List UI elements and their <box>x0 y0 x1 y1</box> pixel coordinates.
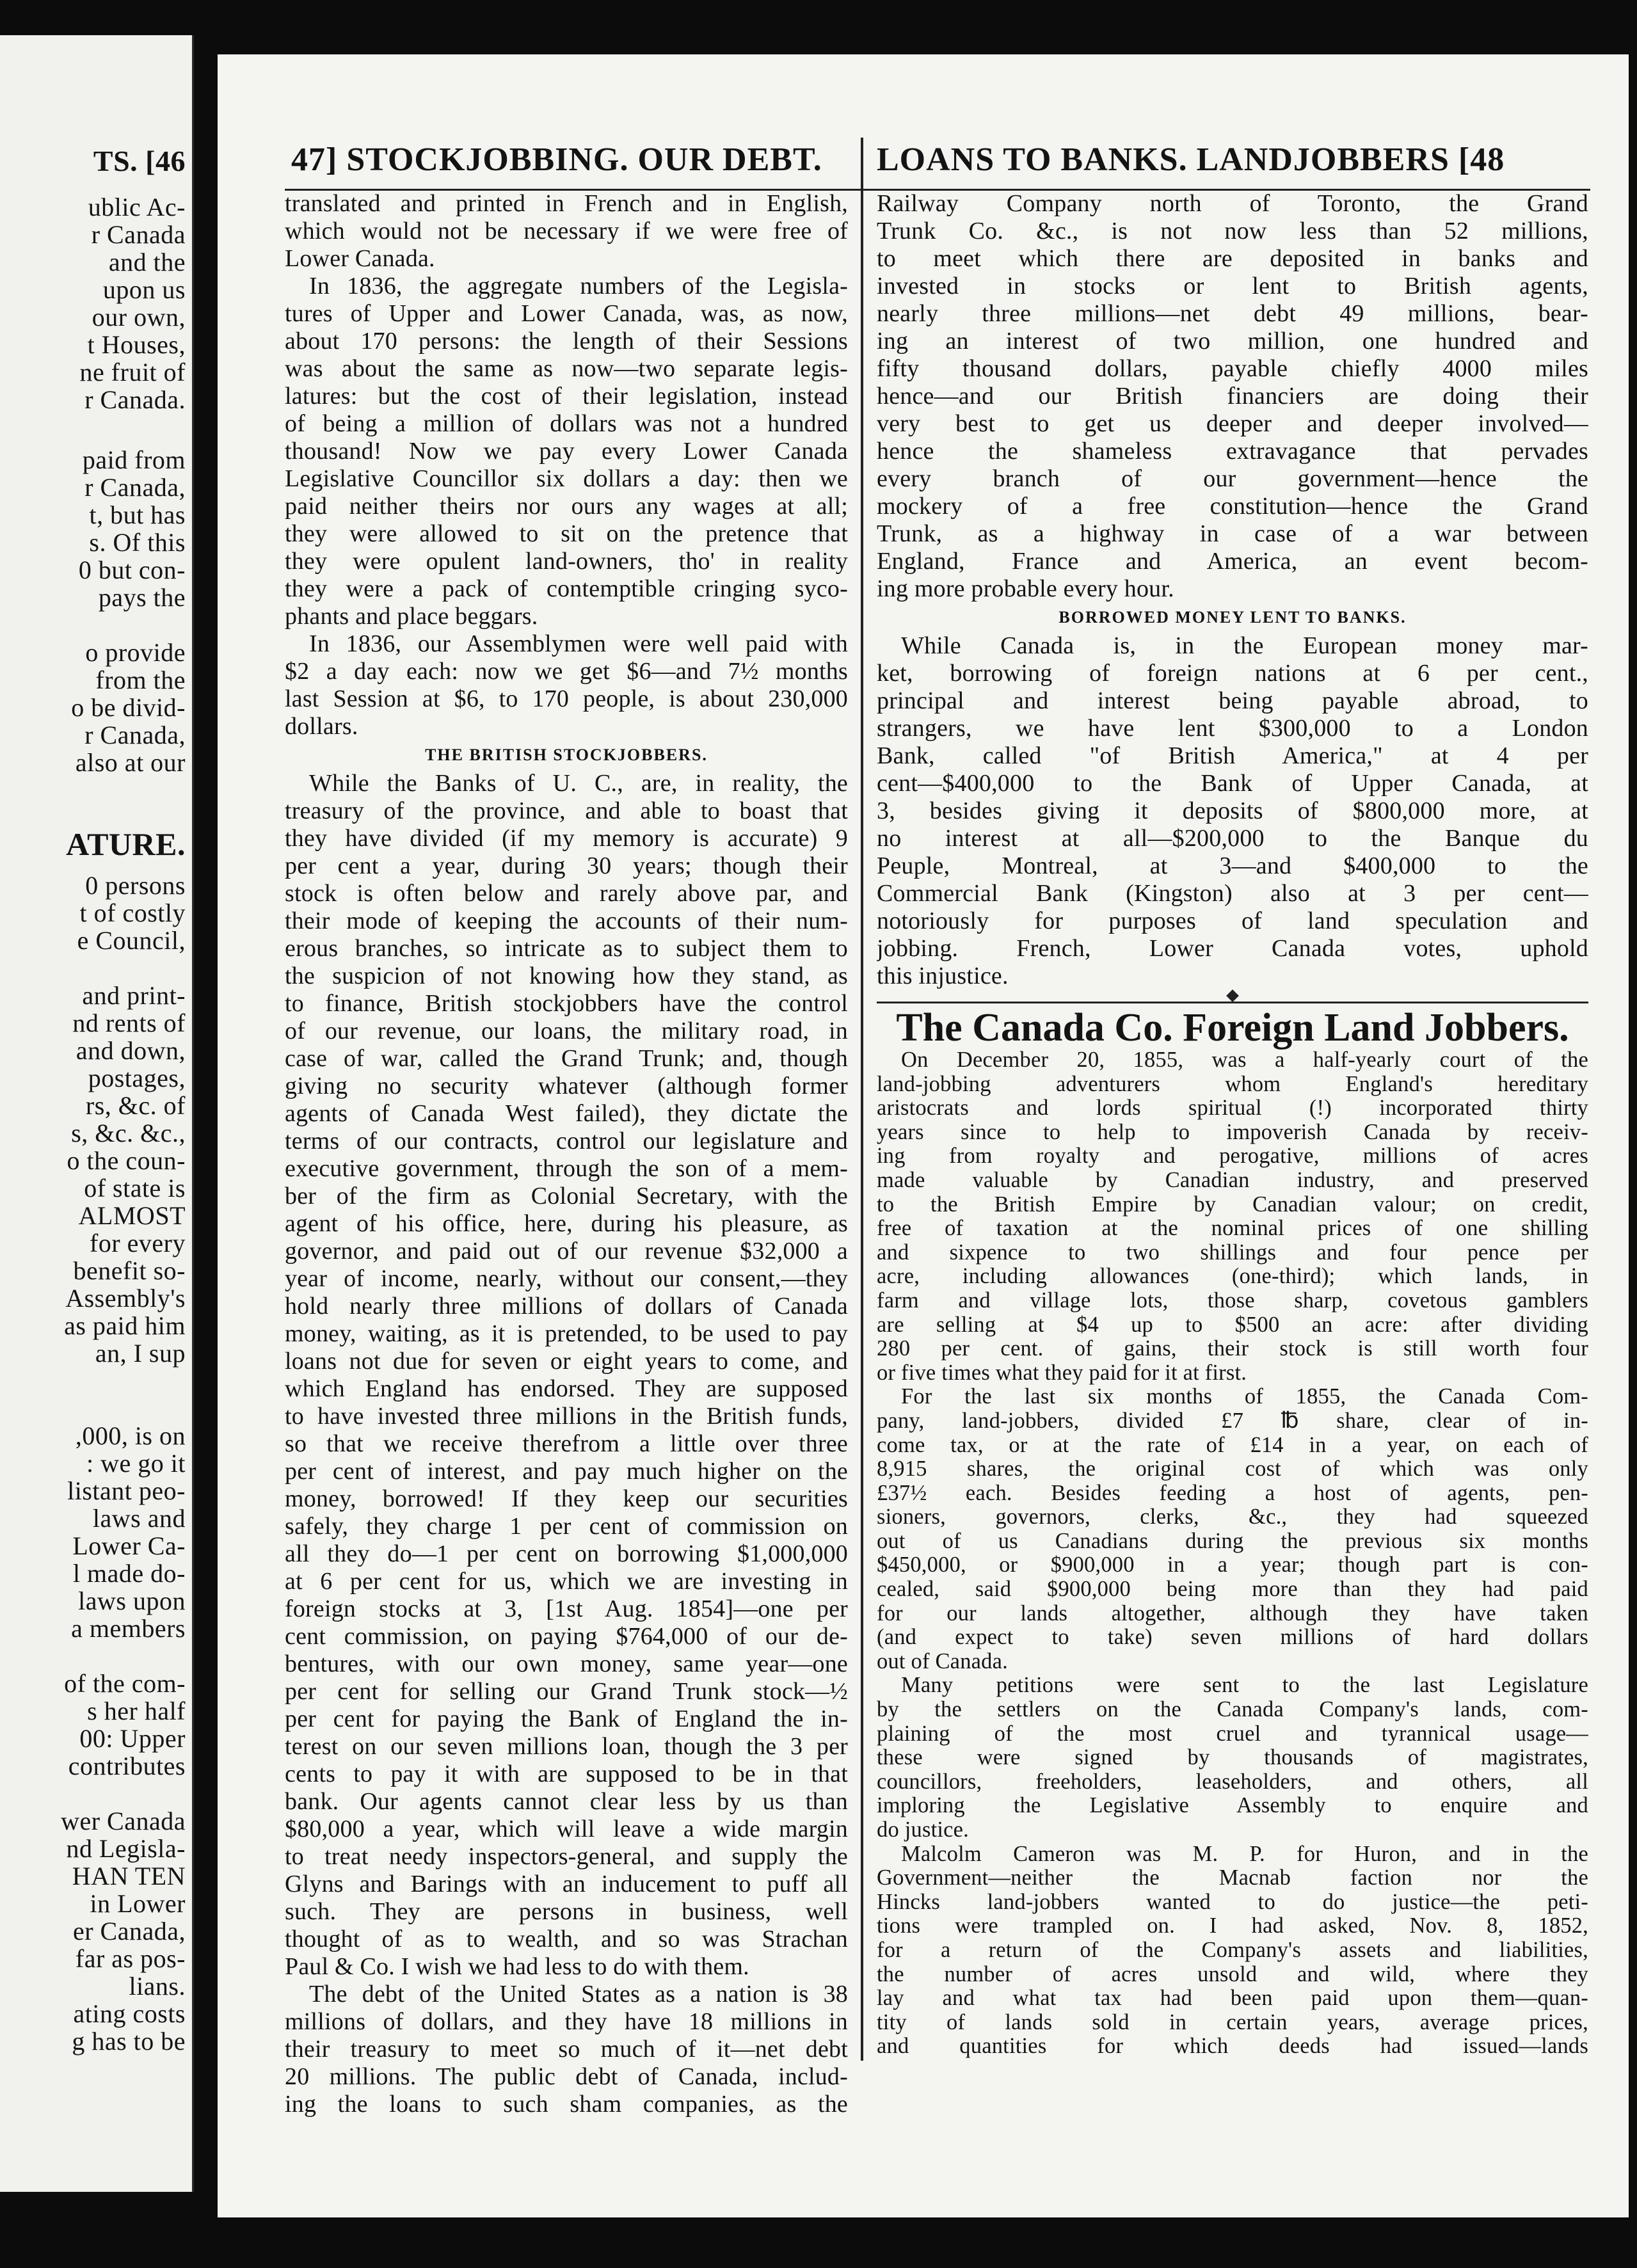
text-line: On December 20, 1855, was a half-yearly court of the <box>901 1048 1588 1072</box>
left-text-line: contributes <box>68 1752 186 1780</box>
col2-paragraph-3 <box>877 1048 1588 2059</box>
text-line: the suspicion of not knowing how they stand, as <box>285 962 848 989</box>
left-text-line: er Canada, <box>72 1917 186 1945</box>
text-line: strangers, we have lent $300,000 to a London <box>877 715 1588 742</box>
text-line: agents of Canada West failed), they dictate the <box>285 1100 848 1127</box>
right-page <box>218 54 1629 2217</box>
left-text-line: wer Canada <box>61 1807 186 1835</box>
left-text-line: nd rents of <box>72 1009 186 1037</box>
left-text-line: s. Of this <box>89 528 186 557</box>
left-text-line: 0 persons <box>85 871 186 900</box>
text-line: hence the shameless extravagance that pervades <box>877 438 1588 465</box>
text-line: to the British Empire by Canadian valour; on credit, <box>877 1192 1588 1217</box>
text-line: Glyns and Barings with an inducement to puff all <box>285 1871 848 1897</box>
text-line: translated and printed in French and in English, <box>285 190 848 217</box>
text-line: these were signed by thousands of magistrates, <box>877 1746 1588 1770</box>
text-line: Trunk, as a highway in case of a war between <box>877 520 1588 547</box>
text-line: jobbing. French, Lower Canada votes, uphold <box>877 935 1588 962</box>
text-line: cealed, said $900,000 being more than they had paid <box>877 1577 1588 1602</box>
left-text-line: e Council, <box>77 926 186 955</box>
text-line: are selling at $4 up to $500 an acre: after dividing <box>877 1313 1588 1337</box>
left-text-line: of state is <box>84 1174 186 1202</box>
text-line: millions of dollars, and they have 18 millions in <box>285 2008 848 2035</box>
text-line: treasury of the province, and able to boast that <box>285 797 848 824</box>
left-text-line: an, I sup <box>95 1339 186 1368</box>
text-line: out of us Canadians during the previous six months <box>877 1529 1588 1553</box>
column-1 <box>285 190 848 2118</box>
text-line: Bank, called "of British America," at 4 per <box>877 742 1588 769</box>
left-page-header: TS. [46 <box>93 145 186 177</box>
text-line: to treat needy inspectors-general, and supply the <box>285 1843 848 1870</box>
text-line: year of income, nearly, without our consent,—they <box>285 1265 848 1292</box>
text-line: 20 millions. The public debt of Canada, includ- <box>285 2063 848 2090</box>
text-line: the number of acres unsold and wild, where they <box>877 1962 1588 1986</box>
text-line: terms of our contracts, control our legislature and <box>285 1128 848 1154</box>
left-text-line: of the com- <box>64 1669 186 1698</box>
text-line: about 170 persons: the length of their Sessions <box>285 328 848 355</box>
text-line: thought of as to wealth, and so was Strachan <box>285 1926 848 1953</box>
left-text-line: as paid him <box>64 1311 186 1340</box>
left-text-line: lians. <box>129 1972 186 2000</box>
text-line: they were opulent land-owners, tho' in reality <box>285 548 848 575</box>
text-line: latures: but the cost of their legislation, instead <box>285 383 848 410</box>
text-line: every branch of our government—hence the <box>877 465 1588 492</box>
left-text-line: ,000, is on <box>75 1421 186 1450</box>
text-line: stock is often below and rarely above par, and <box>285 880 848 907</box>
text-line: 8,915 shares, the original cost of which was only <box>877 1457 1588 1481</box>
text-line: Many petitions were sent to the last Legislature <box>901 1673 1588 1698</box>
text-line: and sixpence to two shillings and four pence per <box>877 1240 1588 1265</box>
text-line: last Session at $6, to 170 people, is about 230,000 <box>285 685 848 712</box>
text-line: $80,000 a year, which will leave a wide margin <box>285 1816 848 1842</box>
left-text-line: r Canada, <box>84 473 186 502</box>
text-line: to meet which there are deposited in banks and <box>877 245 1588 272</box>
left-section-heading: ATURE. <box>66 826 186 862</box>
left-text-line: o be divid- <box>71 693 186 722</box>
text-line: at 6 per cent for us, which we are investing in <box>285 1568 848 1595</box>
text-line: For the last six months of 1855, the Canada Com- <box>901 1385 1588 1409</box>
text-line: acre, including allowances (one-third); which lands, in <box>877 1265 1588 1289</box>
left-text-line: r Canada. <box>84 385 186 414</box>
text-line: made valuable by Canadian industry, and preserved <box>877 1168 1588 1192</box>
text-line: money, waiting, as it is pretended, to be used to pay <box>285 1320 848 1347</box>
text-line: or five times what they paid for it at first. <box>877 1361 1247 1385</box>
text-line: principal and interest being payable abroad, to <box>877 687 1588 714</box>
left-text-line: laws upon <box>78 1586 186 1615</box>
left-text-line: for every <box>90 1229 186 1258</box>
text-line: their treasury to meet so much of it—net debt <box>285 2036 848 2063</box>
text-line: tions were trampled on. I had asked, Nov. 8, 1852, <box>877 1914 1588 1938</box>
text-line: come tax, or at the rate of £14 in a year, on each of <box>877 1433 1588 1457</box>
text-line: (and expect to take) seven millions of hard dollars <box>877 1625 1588 1650</box>
text-line: paid neither theirs nor ours any wages at all; <box>285 493 848 520</box>
text-line: foreign stocks at 3, [1st Aug. 1854]—one per <box>285 1595 848 1622</box>
text-line: Legislative Councillor six dollars a day: then we <box>285 465 848 492</box>
text-line: out of Canada. <box>877 1649 1008 1673</box>
subhead-borrowed-money: BORROWED MONEY LENT TO BANKS. <box>1058 608 1407 627</box>
text-line: this injustice. <box>877 962 1009 989</box>
column-rule <box>861 138 863 2061</box>
text-line: which would not be necessary if we were free of <box>285 218 848 244</box>
left-text-line: l made do- <box>72 1559 186 1588</box>
text-line: so that we receive therefrom a little over three <box>285 1430 848 1457</box>
left-text-line: g has to be <box>72 2027 186 2056</box>
text-line: In 1836, the aggregate numbers of the Legisla- <box>309 273 848 299</box>
text-line: fifty thousand dollars, payable chiefly 4000 miles <box>877 355 1588 382</box>
text-line: per cent a year, during 30 years; though their <box>285 852 848 879</box>
diamond-ornament <box>1226 989 1239 1002</box>
text-line: to finance, British stockjobbers have the control <box>285 990 848 1017</box>
left-text-line: t, but has <box>89 500 186 529</box>
text-line: free of taxation at the nominal prices of one shilling <box>877 1217 1588 1241</box>
left-text-line: listant peo- <box>67 1476 186 1505</box>
text-line: of our revenue, our loans, the military road, in <box>285 1018 848 1044</box>
headline-rule <box>877 995 1588 1003</box>
text-line: was about the same as now—two separate legis- <box>285 355 848 382</box>
left-text-line: and print- <box>82 981 186 1010</box>
left-text-line: s, &c. &c., <box>71 1119 186 1147</box>
page-header-left: 47] STOCKJOBBING. OUR DEBT. <box>291 141 822 178</box>
text-line: farm and village lots, those sharp, covetous gamblers <box>877 1288 1588 1313</box>
text-line: nearly three millions—net debt 49 millions, bear- <box>877 300 1588 327</box>
text-line: phants and place beggars. <box>285 603 538 630</box>
text-line: their mode of keeping the accounts of their num- <box>285 907 848 934</box>
text-line: cent—$400,000 to the Bank of Upper Canada, at <box>877 770 1588 797</box>
left-text-line: and down, <box>76 1036 186 1065</box>
column-2 <box>877 190 1588 2059</box>
left-text-line: nd Legisla- <box>66 1834 186 1863</box>
text-line: giving no security whatever (although former <box>285 1073 848 1099</box>
col1-paragraph-1 <box>285 190 848 740</box>
left-text-line: rs, &c. of <box>85 1091 186 1120</box>
text-line: such. They are persons in business, well <box>285 1898 848 1925</box>
text-line: £37½ each. Besides feeding a host of agents, pen- <box>877 1481 1588 1505</box>
text-line: bentures, with our own money, same year—one <box>285 1650 848 1677</box>
text-line: $2 a day each: now we get $6—and 7½ months <box>285 658 848 685</box>
text-line: land-jobbing adventurers whom England's hereditary <box>877 1072 1588 1096</box>
text-line: sioners, governors, clerks, &c., they had squeezed <box>877 1505 1588 1529</box>
left-page-fragment <box>0 35 194 2192</box>
left-text-line: ne fruit of <box>79 358 186 387</box>
text-line: case of war, called the Grand Trunk; and, though <box>285 1045 848 1072</box>
text-line: money, borrowed! If they keep our securities <box>285 1485 848 1512</box>
text-line: Trunk Co. &c., is not now less than 52 millions, <box>877 218 1588 244</box>
text-line: Malcolm Cameron was M. P. for Huron, and in the <box>901 1842 1588 1866</box>
left-text-line: Assembly's <box>65 1284 186 1313</box>
text-line: governor, and paid out of our revenue $32,000 a <box>285 1238 848 1265</box>
text-line: ing more probable every hour. <box>877 575 1174 602</box>
left-text-line: ating costs <box>73 1999 186 2028</box>
text-line: ket, borrowing of foreign nations at 6 per cent., <box>877 660 1588 687</box>
left-text-line: paid from <box>82 445 186 474</box>
left-text-line: t Houses, <box>87 330 186 359</box>
text-line: agent of his office, here, during his pleasure, as <box>285 1210 848 1237</box>
text-line: they have divided (if my memory is accurate) 9 <box>285 825 848 852</box>
text-line: hold nearly three millions of dollars of Canada <box>285 1293 848 1320</box>
text-line: ing an interest of two million, one hundred and <box>877 328 1588 355</box>
text-line: no interest at all—$200,000 to the Banque du <box>877 825 1588 852</box>
text-line: ber of the firm as Colonial Secretary, with the <box>285 1183 848 1210</box>
text-line: councillors, freeholders, leaseholders, and others, all <box>877 1769 1588 1794</box>
text-line: tures of Upper and Lower Canada, was, as now, <box>285 300 848 327</box>
text-line: While the Banks of U. C., are, in reality, the <box>309 770 848 797</box>
left-text-line: s her half <box>87 1697 186 1725</box>
left-text-line: upon us <box>102 275 186 304</box>
text-line: Government—neither the Macnab faction nor the <box>877 1866 1588 1890</box>
left-text-line: r Canada <box>91 220 186 249</box>
text-line: per cent for selling our Grand Trunk stock—½ <box>285 1678 848 1705</box>
text-line: cent commission, on paying $764,000 of our de- <box>285 1623 848 1650</box>
text-line: 3, besides giving it deposits of $800,000 more, at <box>877 797 1588 824</box>
text-line: The debt of the United States as a nation is 38 <box>309 1981 848 2008</box>
text-line: dollars. <box>285 713 358 740</box>
text-line: for a return of the Company's assets and liabilities, <box>877 1938 1588 1962</box>
text-line: terest on our seven millions loan, though the 3 per <box>285 1733 848 1760</box>
left-text-line: in Lower <box>90 1889 186 1918</box>
text-line: which England has endorsed. They are supposed <box>285 1375 848 1402</box>
text-line: to have invested three millions in the British funds, <box>285 1403 848 1430</box>
text-line: aristocrats and lords spiritual (!) incorporated thirty <box>877 1096 1588 1121</box>
text-line: erous branches, so intricate as to subject them to <box>285 935 848 962</box>
text-line: cents to pay it with are supposed to be in that <box>285 1761 848 1787</box>
left-text-line: far as pos- <box>75 1944 186 1973</box>
left-text-line: Lower Ca- <box>72 1531 186 1560</box>
left-text-line: o the coun- <box>67 1146 186 1175</box>
page-header-right: LOANS TO BANKS. LANDJOBBERS [48 <box>877 141 1505 178</box>
left-text-line: postages, <box>88 1064 186 1092</box>
text-line: imploring the Legislative Assembly to enquire and <box>877 1794 1588 1818</box>
text-line: for our lands altogether, although they have taken <box>877 1601 1588 1625</box>
subhead-british-stockjobbers: THE BRITISH STOCKJOBBERS. <box>425 746 708 764</box>
left-text-line: and the <box>108 248 186 276</box>
text-line: lay and what tax had been paid upon them—quan- <box>877 1986 1588 2011</box>
left-text-line: ublic Ac- <box>88 193 186 221</box>
left-text-line: 0 but con- <box>78 555 186 584</box>
text-line: ing from royalty and perogative, millions of acres <box>877 1144 1588 1169</box>
text-line: do justice. <box>877 1818 970 1842</box>
left-text-line: t of costly <box>79 898 186 927</box>
text-line: pany, land-jobbers, divided £7 ℔ share, clear of in- <box>877 1409 1588 1433</box>
text-line: of being a million of dollars was not a hundred <box>285 410 848 437</box>
left-text-line: from the <box>95 666 186 694</box>
col1-paragraph-2 <box>285 770 848 2118</box>
text-line: In 1836, our Assemblymen were well paid with <box>309 630 848 657</box>
text-line: $450,000, or $900,000 in a year; though part is con- <box>877 1553 1588 1577</box>
text-line: hence—and our British financiers are doing their <box>877 383 1588 410</box>
text-line: notoriously for purposes of land speculation and <box>877 907 1588 934</box>
text-line: thousand! Now we pay every Lower Canada <box>285 438 848 465</box>
text-line: Paul & Co. I wish we had less to do with them. <box>285 1953 749 1980</box>
left-text-line: ALMOST <box>78 1201 186 1230</box>
text-line: Peuple, Montreal, at 3—and $400,000 to the <box>877 852 1588 879</box>
text-line: per cent for paying the Bank of England the in- <box>285 1705 848 1732</box>
text-line: bank. Our agents cannot clear less by us than <box>285 1788 848 1815</box>
text-line: executive government, through the son of a mem- <box>285 1155 848 1182</box>
text-line: invested in stocks or lent to British agents, <box>877 273 1588 299</box>
left-text-line: 00: Upper <box>79 1724 186 1753</box>
text-line: Commercial Bank (Kingston) also at 3 per cent— <box>877 880 1588 907</box>
left-text-line: also at our <box>75 748 186 777</box>
text-line: Railway Company north of Toronto, the Grand <box>877 190 1588 217</box>
left-text-line: pays the <box>98 583 186 612</box>
left-text-line: our own, <box>92 303 186 331</box>
text-line: safely, they charge 1 per cent of commission on <box>285 1513 848 1540</box>
left-text-line: : we go it <box>86 1449 186 1478</box>
text-line: Lower Canada. <box>285 245 435 272</box>
left-text-line: a members <box>71 1614 186 1643</box>
text-line: mockery of a free constitution—hence the Grand <box>877 493 1588 520</box>
left-text-line: HAN TEN <box>72 1862 186 1890</box>
left-text-line: r Canada, <box>84 721 186 749</box>
text-line: very best to get us deeper and deeper involved— <box>877 410 1588 437</box>
left-text-line: benefit so- <box>73 1256 186 1285</box>
text-line: they were a pack of contemptible cringing syco- <box>285 575 848 602</box>
text-line: ing the loans to such sham companies, as the <box>285 2091 848 2118</box>
text-line: loans not due for seven or eight years to come, and <box>285 1348 848 1375</box>
col2-paragraph-1 <box>877 190 1588 603</box>
text-line: England, France and America, an event becom- <box>877 548 1588 575</box>
left-text-line: laws and <box>92 1504 186 1533</box>
text-line: and quantities for which deeds had issued—lands <box>877 2034 1588 2059</box>
text-line: years since to help to impoverish Canada by receiv- <box>877 1120 1588 1144</box>
text-line: they were allowed to sit on the pretence that <box>285 520 848 547</box>
text-line: 280 per cent. of gains, their stock is still worth four <box>877 1337 1588 1361</box>
text-line: Hincks land-jobbers wanted to do justice—the peti- <box>877 1890 1588 1914</box>
headline-canada-co: The Canada Co. Foreign Land Jobbers. <box>896 1006 1569 1050</box>
text-line: While Canada is, in the European money mar- <box>901 632 1588 659</box>
col2-paragraph-2 <box>877 632 1588 990</box>
text-line: per cent of interest, and pay much higher on the <box>285 1458 848 1485</box>
left-text-line: o provide <box>85 638 186 667</box>
text-line: tity of lands sold in certain years, average prices, <box>877 2010 1588 2034</box>
text-line: all they do—1 per cent on borrowing $1,000,000 <box>285 1540 848 1567</box>
text-line: by the settlers on the Canada Company's lands, com- <box>877 1698 1588 1722</box>
text-line: plaining of the most cruel and tyrannical usage— <box>877 1721 1588 1746</box>
